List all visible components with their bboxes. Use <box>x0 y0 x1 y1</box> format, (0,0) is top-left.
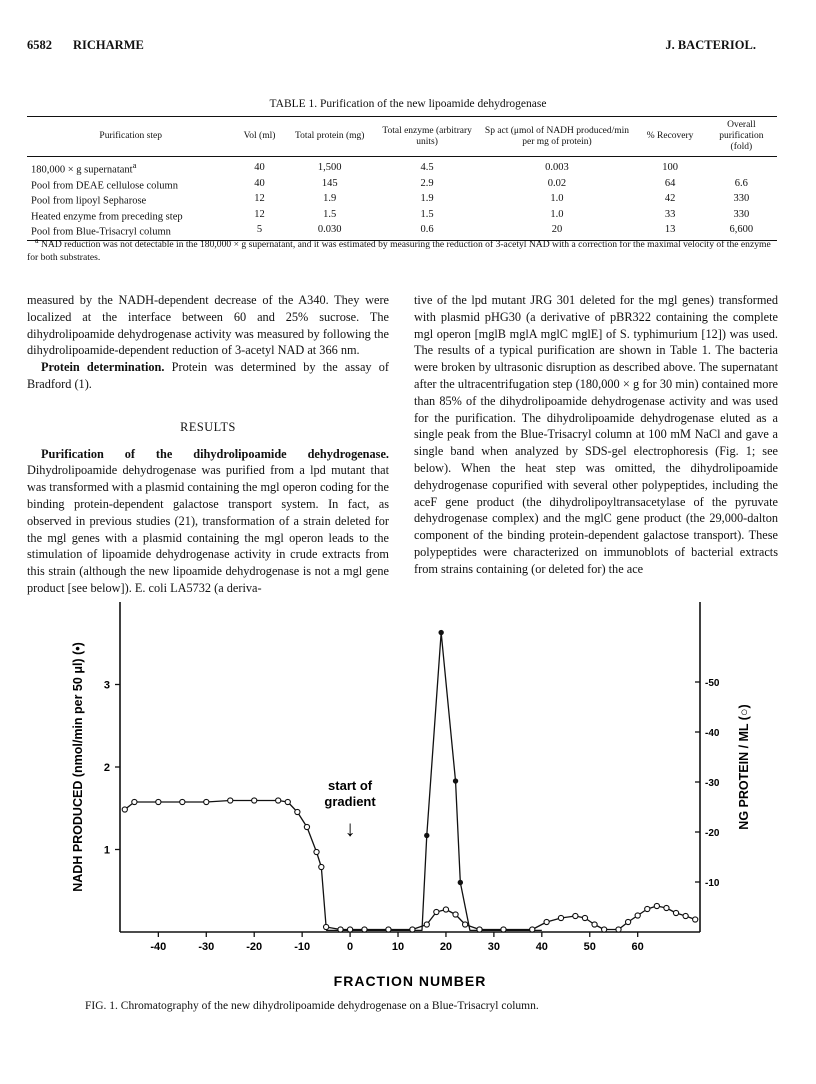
figure-1 <box>0 590 816 1010</box>
paragraph: measured by the NADH-dependent decrease of the A340. They were localized at the interface between 60 and 25% sucrose. The dihydrolipoamide dehydrogenase activity was measured by following the dihydrolipoamide-dependent reduction of 3-acetyl NAD at 366 nm. <box>27 293 389 358</box>
protein-point <box>443 907 448 912</box>
x-tick-label: -10 <box>294 941 311 953</box>
protein-point <box>295 809 300 814</box>
table-cell: 12 <box>254 208 265 220</box>
protein-point <box>602 927 607 932</box>
protein-point <box>285 799 290 804</box>
protein-point <box>410 927 415 932</box>
protein-point <box>276 798 281 803</box>
col-header: Total enzyme (arbitrary units) <box>375 117 480 157</box>
protein-point <box>204 799 209 804</box>
table-row <box>27 157 777 176</box>
protein-point <box>673 910 678 915</box>
protein-point <box>592 922 597 927</box>
protein-point <box>434 909 439 914</box>
table-cell: 12 <box>254 193 265 205</box>
table-cell: 330 <box>733 208 750 220</box>
y-right-axis-title: NG PROTEIN / ML (○) <box>737 704 751 830</box>
nadh-point <box>424 833 429 838</box>
table-cell: Pool from Blue-Trisacryl column <box>27 222 234 240</box>
annotation-arrow: ↓ <box>344 816 356 841</box>
table-cell: 0.6 <box>375 222 480 240</box>
table-row <box>27 176 777 192</box>
protein-point <box>228 798 233 803</box>
table-cell: 42 <box>664 193 676 205</box>
page-number: 6582 <box>27 38 52 52</box>
protein-point <box>362 927 367 932</box>
nadh-point <box>458 880 463 885</box>
protein-point <box>453 912 458 917</box>
x-tick-label: 40 <box>535 941 548 953</box>
paragraph: Purification of the dihydrolipoamide dehydrogenase. Dihydrolipoamide dehydrogenase was purified from a lpd mutant that was transformed with a plasmid containing the mgl operon coding for the binding protein-dependent galactose transport system. In fact, as observed in previous studies (21), transformation of a strain deleted for the mgl genes with a plasmid containing the mgl operon leads to the stimulation of lipoamide dehydrogenase activity in crude extracts from this strain (although the new lipoamide dehydrogenase is not a mgl gene product [see below]). E. coli LA5732 (a deriva- <box>27 446 389 595</box>
protein-point <box>386 927 391 932</box>
col-header: Purification step <box>27 117 234 157</box>
col-header: Sp act (μmol of NADH produced/min per mg of protein) <box>479 117 634 157</box>
y-right-tick-label: -50 <box>705 678 720 689</box>
table-cell: 0.030 <box>285 222 375 240</box>
protein-point <box>314 849 319 854</box>
y-right-tick-label: -20 <box>705 828 720 839</box>
table-cell: 6,600 <box>706 222 777 240</box>
protein-point <box>252 798 257 803</box>
table-cell: 1.0 <box>550 208 564 220</box>
table-cell: 1.5 <box>420 208 434 220</box>
annotation-start-of: start of <box>328 778 373 793</box>
protein-point <box>654 903 659 908</box>
protein-point <box>319 864 324 869</box>
table-cell: 40 <box>254 177 265 189</box>
y-right-tick-label: -30 <box>705 778 720 789</box>
table-cell: 0.02 <box>547 177 567 189</box>
protein-point <box>501 927 506 932</box>
protein-point <box>544 919 549 924</box>
right-column <box>414 292 778 578</box>
x-tick-label: 60 <box>631 941 644 953</box>
y-right-tick-label: -10 <box>705 878 720 889</box>
table-cell: 6.6 <box>734 177 748 189</box>
y-left-axis-title: NADH PRODUCED (nmol/min per 50 μl) (•) <box>71 642 85 892</box>
section-heading: RESULTS <box>180 419 236 434</box>
running-author: RICHARME <box>73 38 144 52</box>
x-tick-label: 20 <box>439 941 453 953</box>
y-left-tick-label: 2 <box>103 762 110 774</box>
protein-point <box>424 922 429 927</box>
table-cell: 330 <box>733 193 750 205</box>
col-header: % Recovery <box>634 117 705 157</box>
table-cell <box>706 157 777 176</box>
x-tick-label: 0 <box>347 941 354 953</box>
protein-point <box>338 927 343 932</box>
journal-name: J. BACTERIOL. <box>665 38 756 52</box>
table-cell: Pool from lipoyl Sepharose <box>31 195 147 207</box>
table-cell: 40 <box>254 162 265 174</box>
table-cell: 1,500 <box>317 162 342 174</box>
left-column <box>27 292 389 597</box>
col-header: Overall purification (fold) <box>706 117 777 157</box>
protein-point <box>558 915 563 920</box>
table-cell: Pool from DEAE cellulose column <box>31 180 178 191</box>
table-cell: 64 <box>664 177 676 189</box>
paragraph: tive of the lpd mutant JRG 301 deleted for the mgl genes) transformed with plasmid pHG30 (a derivative of pBR322 containing the complete mgl operon [mglB mglA mglC mglE] of S. typhimurium [12]) was used. The results of a typical purification are shown in Table 1. The bacteria were broken by ultrasonic disruption as described above. The supernatant after the ultracentrifugation step (180,000 × g for 30 min) contained more than 85% of the dihydrolipoamide dehydrogenase activity and was used for the purification. The dihydrolipoamide dehydrogenase eluted as a single peak from the Blue-Trisacryl column at 100 mM NaCl and gave a single band when analyzed by SDS-gel electrophoresis (Fig. 1; see below). When the heat step was omitted, the dihydrolipoamide dehydrogenase copurified with several other polypeptides, including the aceF gene product (the dihydrolipoyltransacetylase of the pyruvate dehydrogenase complex) and the mglC gene product (the 29,000-dalton component of the binding protein-dependent galactose transport). These polypeptides were characterized on immunoblots of bacterial extracts from strains containing (or deleted for) the ace <box>414 293 778 576</box>
table-cell: 1.9 <box>323 193 337 205</box>
protein-point <box>477 927 482 932</box>
protein-point <box>616 927 621 932</box>
purification-table <box>27 116 777 241</box>
protein-point <box>664 905 669 910</box>
protein-point <box>122 807 127 812</box>
paragraph: Protein determination. Protein was determined by the assay of Bradford (1). <box>27 360 389 391</box>
table-row <box>27 191 777 207</box>
chromatography-chart <box>0 590 816 1010</box>
annotation-gradient: gradient <box>324 794 376 809</box>
table-cell: 1.9 <box>420 193 434 205</box>
table-cell: Heated enzyme from preceding step <box>31 211 183 222</box>
table-row <box>27 207 777 223</box>
table-cell: 180,000 × g supernatant$^a$ <box>31 160 137 176</box>
table-cell: 20 <box>479 222 634 240</box>
protein-point <box>693 917 698 922</box>
protein-point <box>304 824 309 829</box>
protein-point <box>156 799 161 804</box>
col-header: Total protein (mg) <box>285 117 375 157</box>
table-cell: 13 <box>634 222 705 240</box>
protein-point <box>645 906 650 911</box>
y-right-tick-label: -40 <box>705 728 720 739</box>
protein-point <box>463 922 468 927</box>
x-tick-label: 30 <box>487 941 501 953</box>
table-cell: 100 <box>662 162 678 174</box>
protein-point <box>180 799 185 804</box>
col-header: Vol (ml) <box>234 117 284 157</box>
x-tick-label: 50 <box>583 941 596 953</box>
nadh-point <box>438 630 443 635</box>
y-left-tick-label: 3 <box>103 679 110 692</box>
protein-point <box>324 924 329 929</box>
y-left-tick-label: 1 <box>103 844 110 857</box>
table-footnote: $^a$ NAD reduction was not detectable in the 180,000 × g supernatant, and it was estimated by measuring the reduction of 3-acetyl NAD with a correction for the maximal velocity of the enzyme for both substrates. <box>27 236 771 264</box>
x-axis-title: FRACTION NUMBER <box>333 973 487 989</box>
running-header <box>27 38 756 56</box>
protein-point <box>132 799 137 804</box>
protein-point <box>530 927 535 932</box>
table-cell: 5 <box>234 222 284 240</box>
table-cell: 145 <box>321 177 338 189</box>
x-tick-label: -30 <box>198 941 215 953</box>
x-tick-label: 10 <box>391 941 405 953</box>
table-cell: 33 <box>664 208 676 220</box>
x-tick-label: -20 <box>246 941 263 953</box>
protein-series-line <box>125 801 695 930</box>
table-cell: 2.9 <box>420 177 434 189</box>
protein-point <box>683 913 688 918</box>
table-cell: 1.0 <box>550 193 564 205</box>
protein-point <box>635 913 640 918</box>
figure-caption: FIG. 1. Chromatography of the new dihydrolipoamide dehydrogenase on a Blue-Trisacryl column. <box>85 1000 539 1012</box>
protein-point <box>347 927 352 932</box>
protein-point <box>582 915 587 920</box>
x-tick-label: -40 <box>150 941 167 953</box>
table-cell: 4.5 <box>420 162 434 174</box>
table-cell: 0.003 <box>545 162 569 174</box>
table-cell: 1.5 <box>323 208 337 220</box>
protein-point <box>625 919 630 924</box>
nadh-point <box>453 778 458 783</box>
protein-point <box>573 913 578 918</box>
table-caption: TABLE 1. Purification of the new lipoamide dehydrogenase <box>269 98 547 110</box>
